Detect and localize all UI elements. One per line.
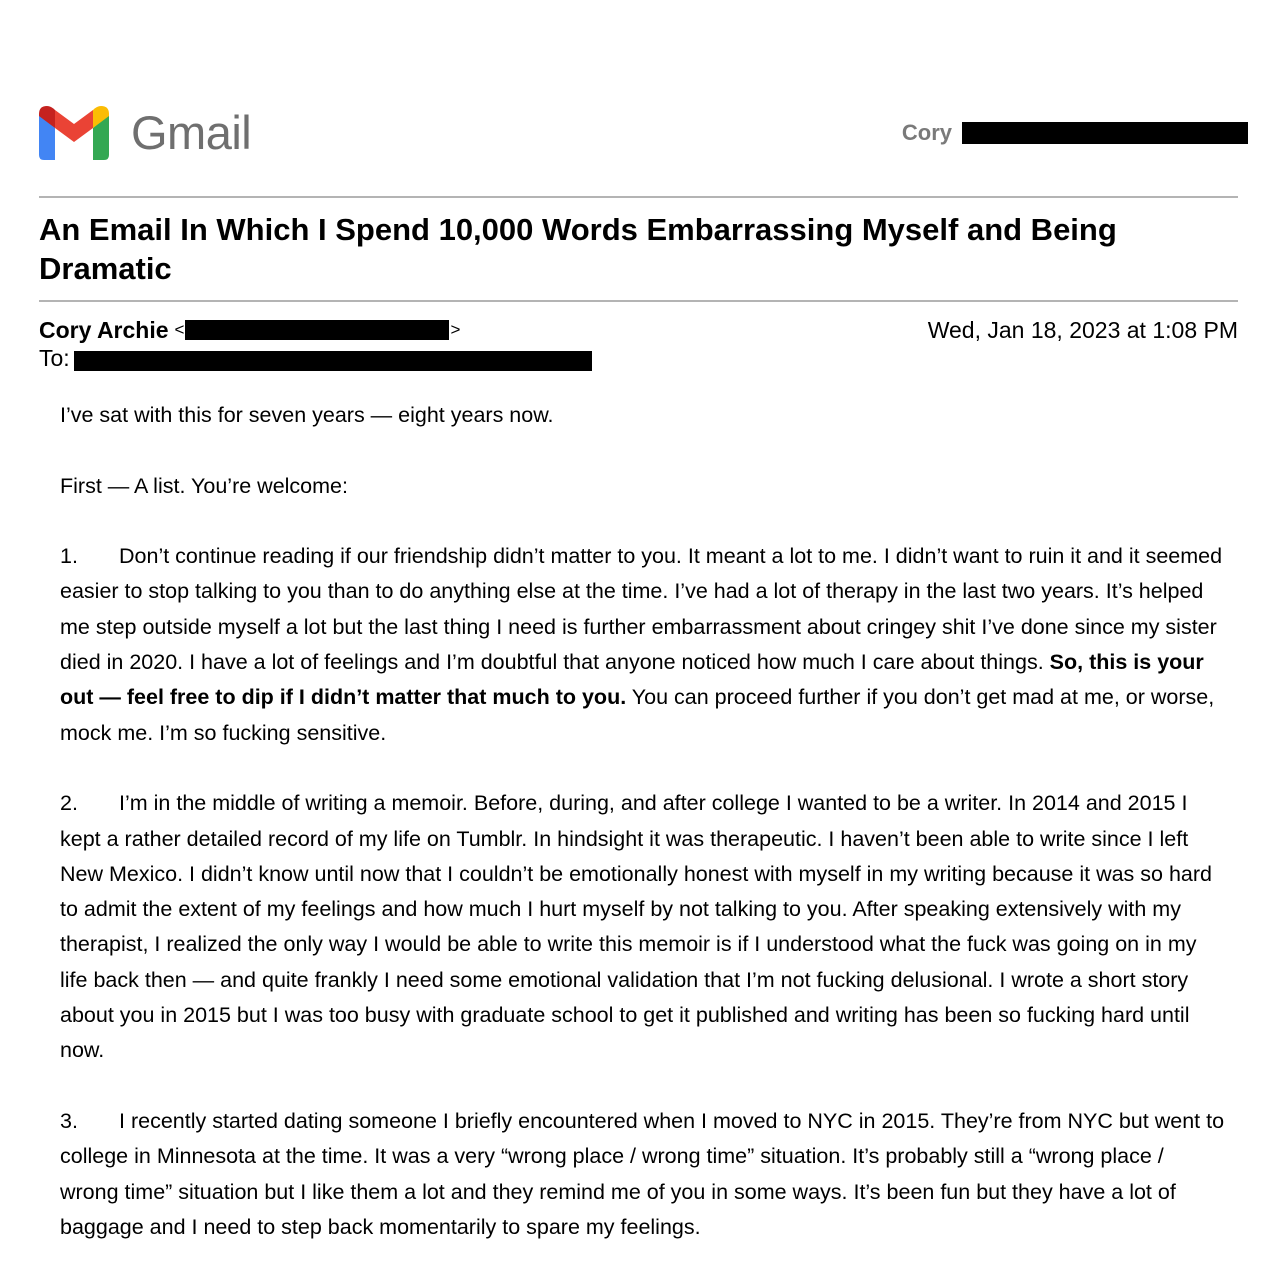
gmail-header	[39, 104, 1238, 164]
sender-name: Cory Archie	[39, 316, 169, 343]
list-item-emphasis: So, this is your out — feel free to dip if I didn’t matter that much to you.	[60, 650, 1204, 710]
from-line	[39, 314, 461, 346]
email-subject: An Email In Which I Spend 10,000 Words Embarrassing Myself and Being Dramatic	[39, 212, 1117, 286]
angle-close: >	[450, 320, 461, 339]
list-item-text: You can proceed further if you don’t get mad at me, or worse, mock me. I’m so fucking sensitive.	[60, 685, 1215, 745]
list-item-text: I recently started dating someone I briefly encountered when I moved to NYC in 2015. They’re from NYC but went to college in Minnesota at the time. It was a very “wrong place / wrong time” situation. It’s probably still a “wrong place / wrong time” situation but I like them a lot and they remind me of you in some ways. It’s been fun but they have a lot of baggage and I need to step back momentarily to spare my feelings.	[60, 1108, 1225, 1239]
body-paragraph: First — A list. You’re welcome:	[60, 473, 348, 498]
sender-email-redaction	[185, 320, 449, 340]
email-body	[60, 398, 1225, 1245]
gmail-logo	[39, 106, 251, 160]
list-item-text: I’m in the middle of writing a memoir. Before, during, and after college I wanted to be a writer. In 2014 and 2015 I kept a rather detailed record of my life on Tumblr. In hindsight it was therapeutic. I haven’t been able to write since I left New Mexico. I didn’t know until now that I couldn’t be emotionally honest with myself in my writing because it was so hard to admit the extent of my feelings and how much I hurt myself by not talking to you. After speaking extensively with my therapist, I realized the only way I would be able to write this memoir is if I understood what the fuck was going on in my life back then — and quite frankly I need some emotional validation that I’m not fucking delusional. I wrote a short story about you in 2015 but I was too busy with graduate school to get it published and writing has been so fucking hard until now.	[60, 791, 1212, 1063]
gmail-m-icon	[39, 106, 109, 160]
list-item	[60, 539, 1225, 751]
email-printout	[39, 0, 1238, 1276]
list-number: 3.	[60, 1108, 78, 1133]
list-item	[60, 1104, 1225, 1245]
divider	[39, 196, 1238, 198]
recipient-redaction	[74, 351, 592, 371]
divider	[39, 300, 1238, 302]
redaction-bar	[962, 122, 1248, 144]
to-label: To:	[39, 344, 70, 371]
body-paragraph: I’ve sat with this for seven years — eight years now.	[60, 403, 554, 427]
gmail-wordmark: Gmail	[131, 105, 252, 159]
angle-open: <	[174, 320, 185, 339]
list-number: 2.	[60, 791, 78, 816]
account-info	[902, 120, 1248, 146]
list-item	[60, 786, 1225, 1068]
account-name: Cory	[901, 120, 952, 145]
to-line	[39, 343, 592, 373]
list-item-text: Don’t continue reading if our friendship didn’t matter to you. It meant a lot to me. I didn’t want to ruin it and it seemed easier to stop talking to you than to do anything else at the time. I’ve had a lot of therapy in the last two years. It’s helped me step outside myself a lot but the last thing I need is further embarrassment about cringey shit I’ve done since my sister died in 2020. I have a lot of feelings and I’m doubtful that anyone noticed how much I care about things.	[60, 544, 1223, 675]
list-number: 1.	[60, 544, 78, 569]
sent-date: Wed, Jan 18, 2023 at 1:08 PM	[927, 317, 1238, 343]
